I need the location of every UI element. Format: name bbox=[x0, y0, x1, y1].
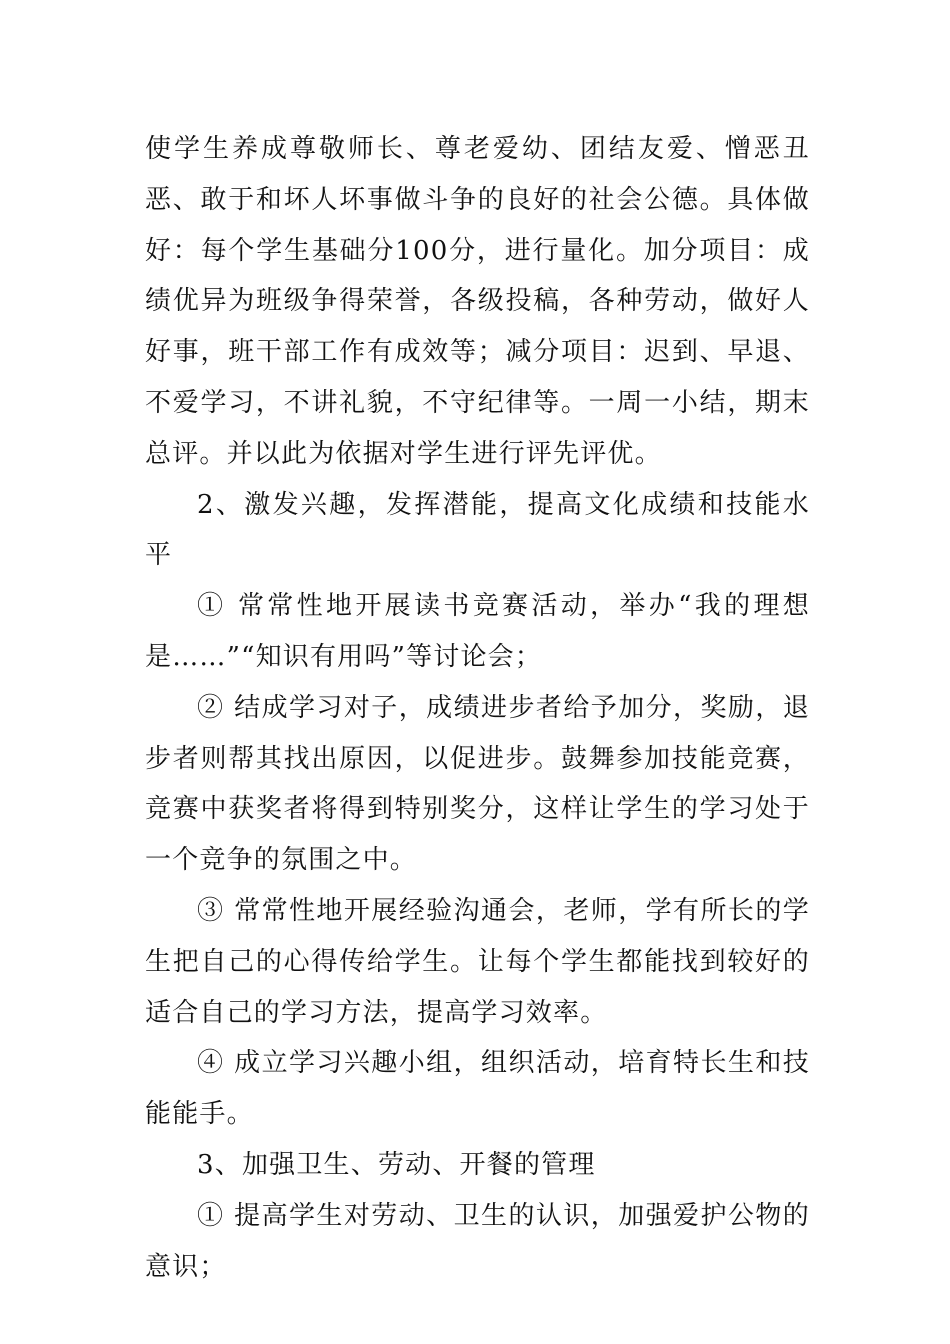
list-item-labor-awareness: ① 提高学生对劳动、卫生的认识，加强爱护公物的意识； bbox=[145, 1200, 810, 1282]
document-body bbox=[145, 124, 810, 1292]
list-item-reading-contest: ① 常常性地开展读书竞赛活动，举办“我的理想是……”“知识有用吗”等讨论会； bbox=[145, 591, 810, 672]
heading-hygiene-labor-meals: 3、加强卫生、劳动、开餐的管理 bbox=[197, 1149, 596, 1180]
paragraph-moral-education: 使学生养成尊敬师长、尊老爱幼、团结友爱、憎恶丑恶、敢于和坏人坏事做斗争的良好的社会公德。具体做好：每个学生基础分100分，进行量化。加分项目：成绩优异为班级争得荣誉，各级投稿，各种劳动，做好人好事，班干部工作有成效等；减分项目：迟到、早退、不爱学习，不讲礼貌，不守纪律等。一周一小结，期末总评。并以此为依据对学生进行评先评优。 bbox=[145, 134, 810, 469]
list-item-interest-groups: ④ 成立学习兴趣小组，组织活动，培育特长生和技能能手。 bbox=[145, 1048, 810, 1130]
list-item-experience-exchange: ③ 常常性地开展经验沟通会，老师，学有所长的学生把自己的心得传给学生。让每个学生都能找到较好的适合自己的学习方法，提高学习效率。 bbox=[145, 895, 810, 1028]
heading-interest-potential: 2、激发兴趣，发挥潜能，提高文化成绩和技能水平 bbox=[145, 489, 810, 571]
list-item-study-pairs: ② 结成学习对子，成绩进步者给予加分，奖励，退步者则帮其找出原因，以促进步。鼓舞参加技能竞赛，竞赛中获奖者将得到特别奖分，这样让学生的学习处于一个竞争的氛围之中。 bbox=[145, 692, 810, 876]
